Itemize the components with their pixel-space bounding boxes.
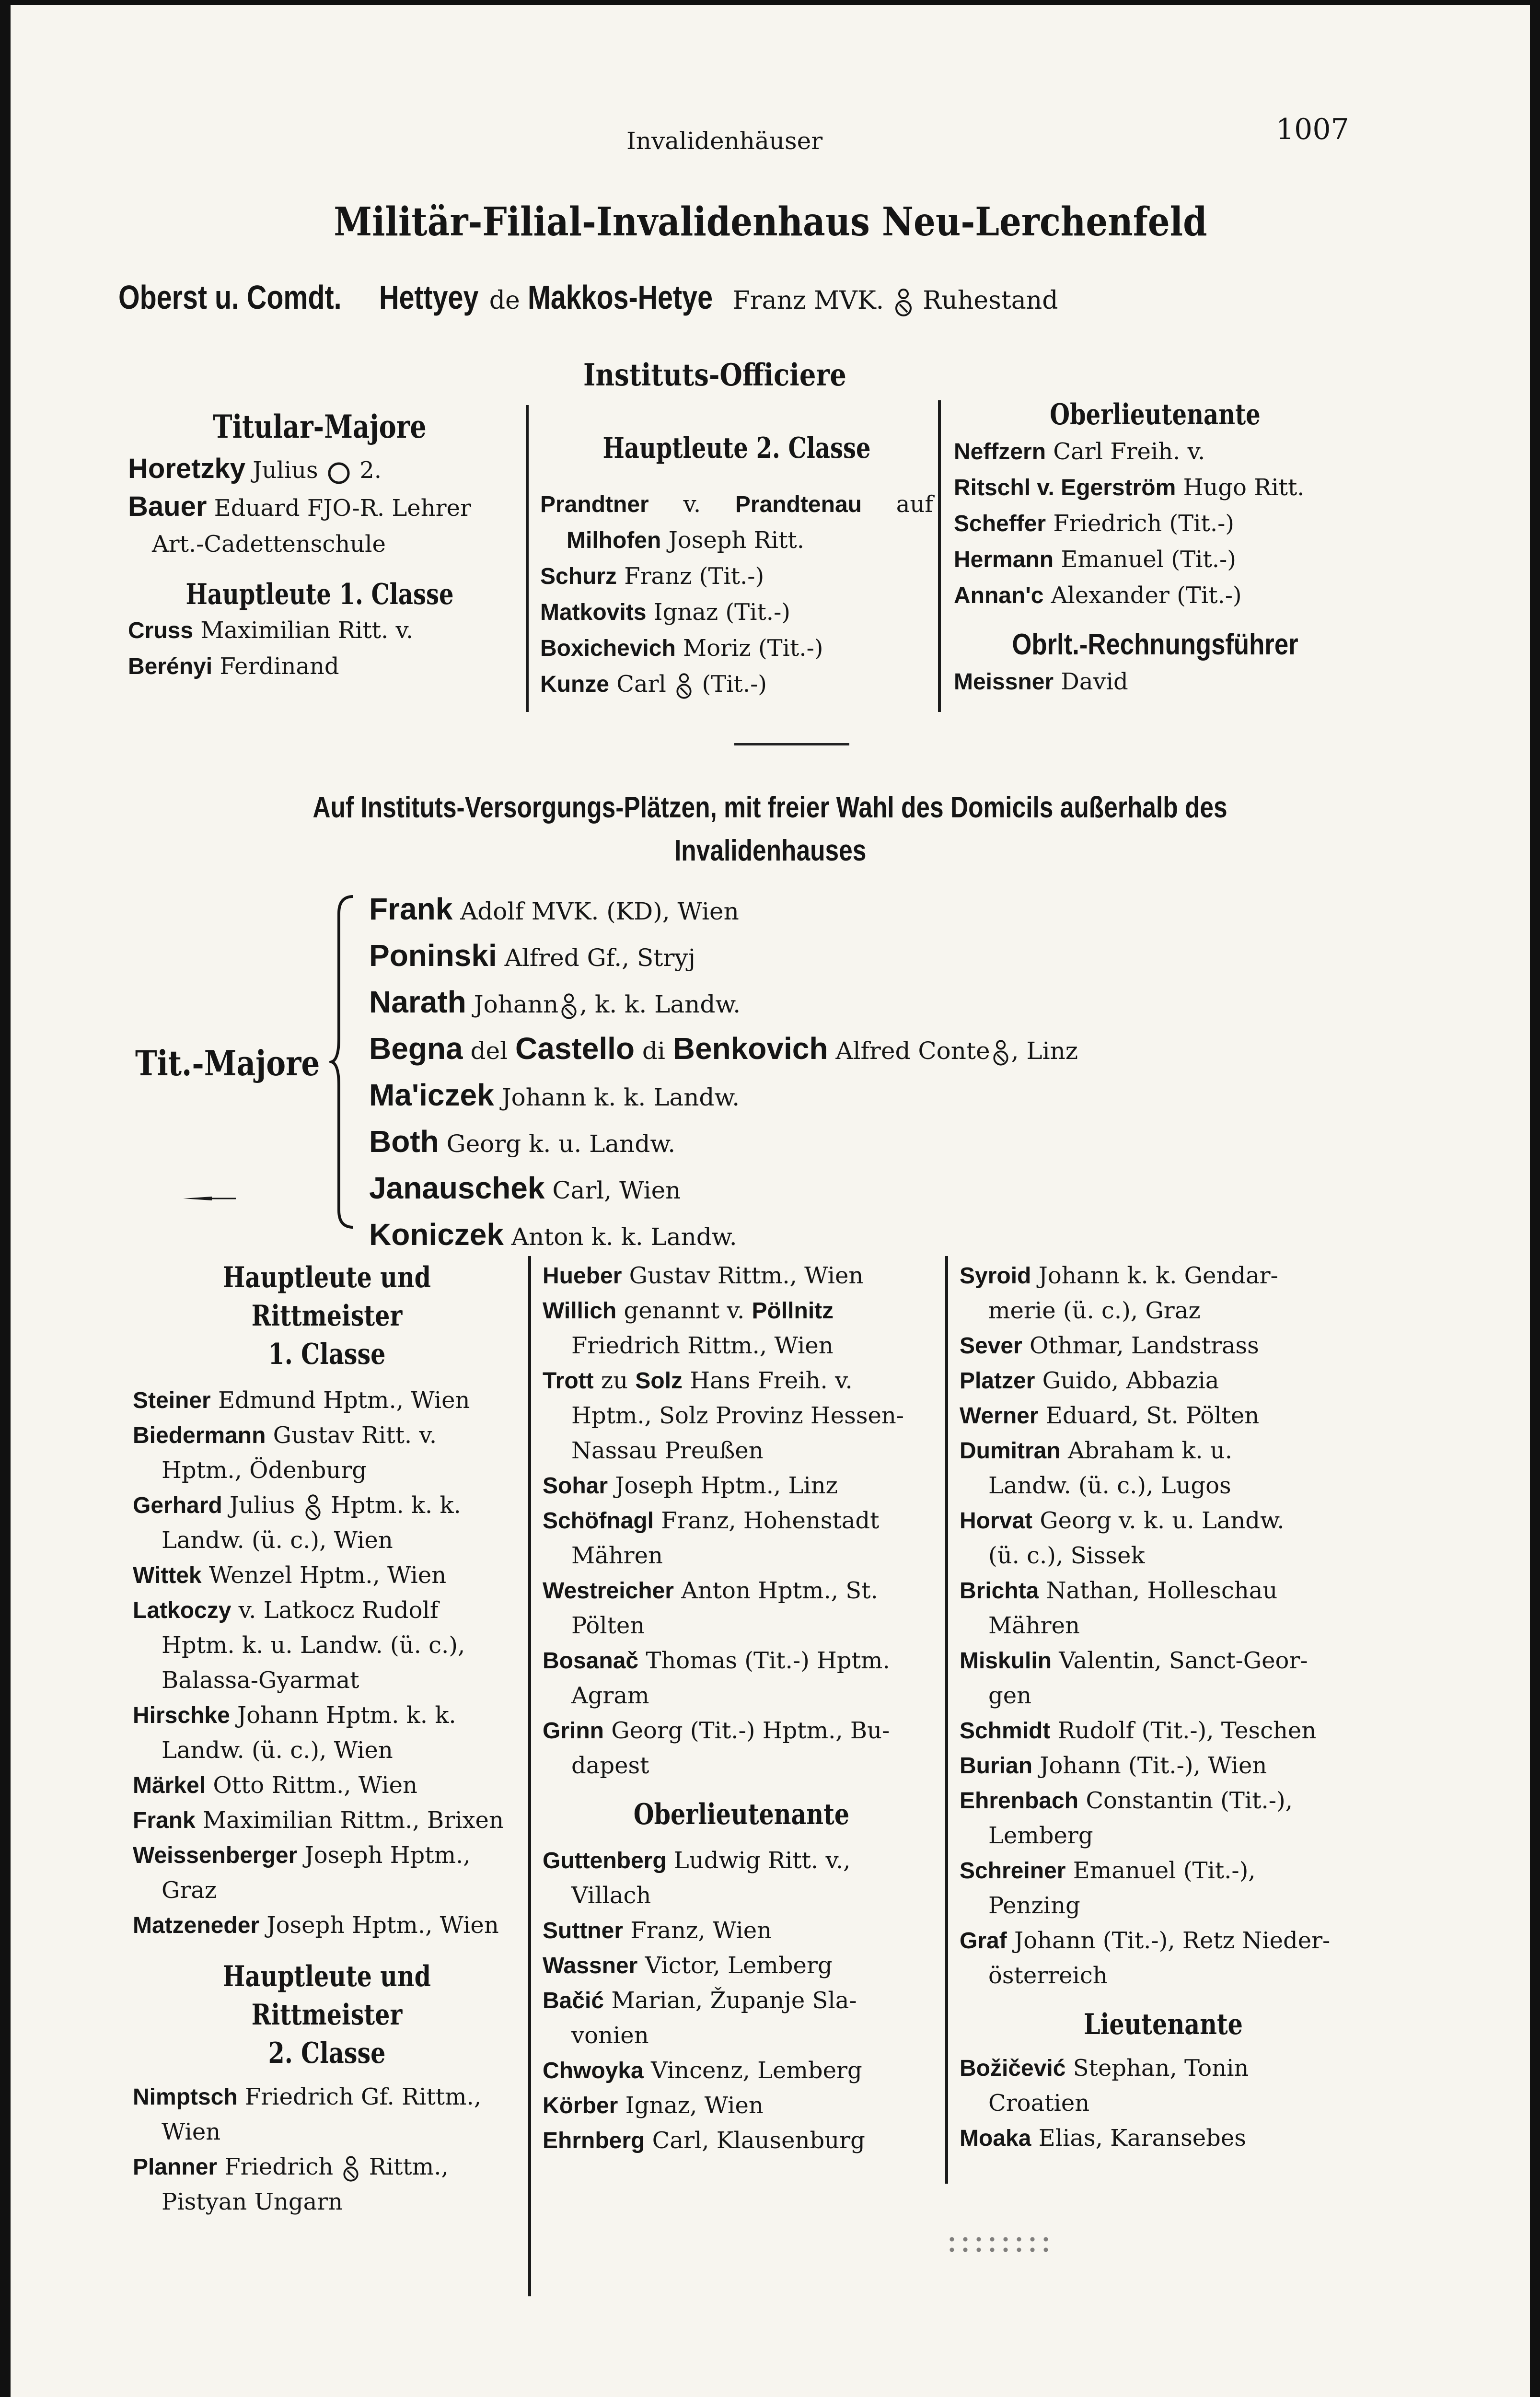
officer-entry [954,664,1356,700]
majore-entry [369,1212,1078,1259]
details: Johann (Tit.-), Wien [1040,1752,1267,1779]
decoration-icon [558,992,579,1021]
details: Rudolf (Tit.-), Teschen [1057,1717,1317,1744]
surname3: Benkovich [672,1031,828,1066]
list-item [960,1748,1367,1783]
surname: Burian [960,1753,1033,1779]
entry-continuation: Mähren [988,1612,1080,1639]
details: Hptm. k. k. [330,1492,461,1519]
details: Carl, Wien [552,1176,681,1204]
surname: Prandtner [540,492,649,517]
surname: Nimptsch [133,2084,238,2110]
officer-entry [540,523,933,559]
surname: Cruss [128,618,194,643]
entry-continuation: Landw. (ü. c.), Lugos [988,1472,1231,1499]
surname: Weissenberger [133,1843,298,1868]
details: Ludwig Ritt. v., [673,1847,851,1874]
given-name: Friedrich [224,2153,334,2180]
surname: Frank [369,892,453,926]
heading-class-1: 1. Classe [268,1338,386,1371]
heading-oberlieutenante-2: Oberlieutenante [633,1798,850,1831]
surname: Annan'c [954,583,1044,608]
surname: Milhofen [567,528,661,553]
surname: Ehrnberg [543,2128,645,2153]
surname: Werner [960,1403,1039,1429]
list-item [543,2053,940,2088]
surname: Meissner [954,669,1054,695]
surname: Chwoyka [543,2058,644,2083]
details: Ignaz, Wien [625,2092,764,2119]
list-item [133,1768,521,1803]
surname: Bosanač [543,1648,639,1674]
page-number: 1007 [1276,113,1349,146]
column-rule [526,405,529,712]
officer-entry [128,451,511,489]
commander-status: Ruhestand [923,286,1058,315]
list-item [543,1573,940,1608]
surname: Scheffer [954,511,1046,536]
surname: Platzer [960,1368,1035,1394]
entry-continuation: Wien [162,2118,221,2145]
details: , Linz [1011,1037,1078,1065]
entry-continuation: Mähren [571,1542,663,1569]
list-item [543,1643,940,1678]
details: Moriz (Tit.-) [683,635,823,662]
list-item [543,1293,940,1328]
lower-column-2 [543,1258,940,2158]
details: Edmund Hptm., Wien [218,1387,470,1414]
list-item [133,2080,521,2115]
details: Hugo Ritt. [1183,474,1305,501]
decoration-icon [673,672,695,700]
majore-entry [369,1119,1078,1166]
commander-surname: Hettyey [379,279,479,316]
surname: Hirschke [133,1703,230,1728]
heading-hauptleute-1: Hauptleute 1. Classe [185,578,454,611]
surname: Narath [369,985,466,1019]
surname: Frank [133,1808,196,1833]
details: Maximilian Ritt. v. [200,617,414,644]
entry-continuation: Pistyan Ungarn [162,2188,343,2215]
pension-heading-line1: Auf Instituts-Versorgungs-Plätzen, mit freier Wahl des Domicils außerhalb des [313,791,1228,824]
title-wrap [11,199,1530,245]
commander-line [118,278,1058,318]
majore-entry [369,980,1078,1026]
surname: Schöfnagl [543,1508,654,1534]
entry-continuation: Nassau Preußen [571,1437,764,1464]
surname: Begna [369,1031,463,1066]
officers-middle-column [540,429,933,702]
entry-continuation: Friedrich Rittm., Wien [571,1332,834,1359]
list-item [960,1713,1367,1748]
list-item [543,1843,940,1878]
entry-continuation: Art.-Cadettenschule [152,531,386,558]
surname: Gerhard [133,1493,222,1518]
details: Hans Freih. v. [690,1367,853,1394]
lower-column-3 [960,1258,1367,2156]
surname: Hueber [543,1263,622,1289]
particle: di [642,1037,665,1065]
surname: Berényi [128,654,213,679]
list-item [543,1503,940,1538]
details: Emanuel (Tit.-) [1061,546,1236,573]
surname: Syroid [960,1263,1031,1289]
surname: Boxichevich [540,636,676,661]
entry-continuation: Agram [571,1682,649,1709]
list-item [960,1433,1367,1468]
list-item [543,1948,940,1983]
scan-noise [945,2234,1055,2258]
officer-entry [954,506,1356,542]
surname: Grinn [543,1718,604,1744]
surname: Sever [960,1333,1022,1359]
surname: Schmidt [960,1718,1051,1744]
majore-entry [369,1166,1078,1212]
surname: Neffzern [954,439,1046,465]
officer-entry [540,666,933,702]
class-number: 2. [359,457,382,484]
decoration-icon [990,1038,1011,1067]
list-item [543,2088,940,2123]
entry-continuation: Graz [162,1877,217,1904]
details: Alexander (Tit.-) [1051,582,1242,609]
details: Gustav Ritt. v. [273,1422,437,1449]
commander-decor: MVK. [814,286,884,315]
details: genannt v. [624,1297,745,1324]
surname: Matzeneder [133,1913,260,1938]
details: Georg k. u. Landw. [446,1130,676,1158]
surname: Kunze [540,672,609,697]
entry-continuation: gen [988,1682,1032,1709]
details: Johann k. k. Gendar- [1038,1262,1278,1289]
column-rule [945,1256,948,2184]
details: Joseph Ritt. [668,527,804,554]
given-name: Carl [616,671,666,698]
decoration-icon [302,1493,324,1522]
majore-entry [369,933,1078,980]
heading-class-2: 2. Classe [268,2036,386,2070]
column-rule [528,1256,531,2296]
given-name: Alfred Conte [835,1037,990,1065]
pension-heading [11,786,1530,873]
list-item [960,1783,1367,1818]
running-title: Invalidenhäuser [626,127,823,155]
surname2: Castello [515,1031,635,1066]
entry-continuation: Pölten [571,1612,645,1639]
list-item [133,1803,521,1838]
surname: Brichta [960,1578,1039,1604]
list-item [133,1908,521,1943]
surname: Both [369,1124,439,1159]
list-item [543,1258,940,1293]
list-item [133,1383,521,1418]
details: Guido, Abbazia [1042,1367,1219,1394]
entry-continuation: Villach [571,1882,651,1909]
details: v. Latkocz Rudolf [238,1597,439,1624]
given-name: Julius [230,1492,295,1519]
particle: zu [601,1367,628,1394]
list-item [543,1468,940,1503]
commander-particle: de [489,286,520,315]
details: Eduard, St. Pölten [1045,1402,1260,1429]
commander-rank: Oberst u. Comdt. [118,279,342,316]
arrow-mark-icon [183,1194,241,1203]
details: Stephan, Tonin [1073,2055,1249,2082]
list-item [543,1363,940,1398]
surname: Ehrenbach [960,1788,1079,1814]
details: Franz, Wien [630,1917,772,1944]
decoration-icon [892,287,915,318]
surname: Hermann [954,547,1054,572]
details: Maximilian Rittm., Brixen [202,1807,504,1834]
majore-entry [369,887,1078,933]
entry-continuation: (ü. c.), Sissek [988,1542,1145,1569]
surname: Sohar [543,1473,608,1499]
majore-entry [369,1073,1078,1119]
heading-hauptleute-rittmeister-2: Hauptleute und Rittmeister [222,1960,431,2032]
particle: auf [896,491,933,518]
surname: Koniczek [369,1217,504,1252]
list-item [543,1983,940,2018]
officer-entry [128,649,511,685]
entry-continuation: Lemberg [988,1822,1093,1849]
details: Othmar, Landstrass [1030,1332,1259,1359]
surname: Bačić [543,1988,604,2013]
commander-surname2: Makkos-Hetye [528,279,713,316]
surname: Suttner [543,1918,623,1943]
list-item [960,1398,1367,1433]
details: Vincenz, Lemberg [651,2057,862,2084]
surname: Wassner [543,1953,638,1978]
tit-majore-label: Tit.-Majore [135,1043,320,1083]
details: Joseph Hptm., Wien [266,1912,499,1939]
entry-continuation: Hptm., Solz Provinz Hessen- [571,1402,904,1429]
surname: Horvat [960,1508,1033,1534]
list-item [543,2123,940,2158]
list-item [960,1503,1367,1538]
surname: Poninski [369,938,497,973]
heading-hauptleute-2: Hauptleute 2. Classe [602,431,871,465]
given-name: Julius [253,457,318,484]
officer-entry [540,594,933,630]
details: Rittm., [369,2153,449,2180]
officers-left-column [128,407,511,685]
details: Friedrich Gf. Rittm., [244,2083,482,2110]
surname: Horetzky [128,453,245,484]
page [11,5,1530,2397]
list-item [133,1838,521,1873]
list-item [133,1558,521,1593]
details: Nathan, Holleschau [1046,1577,1278,1604]
details: Wenzel Hptm., Wien [208,1562,447,1589]
heading-hauptleute-rittmeister-1: Hauptleute und Rittmeister [222,1261,431,1333]
officer-entry [128,489,511,526]
details: Joseph Hptm., [304,1842,471,1869]
heading-oberlieutenante: Oberlieutenante [1050,398,1261,431]
details: Anton Hptm., St. [681,1577,878,1604]
details: Thomas (Tit.-) Hptm. [646,1647,890,1674]
officer-entry [540,559,933,594]
circle-decoration-icon [325,460,352,485]
surname: Westreicher [543,1578,674,1604]
officer-entry [128,613,511,649]
details: , k. k. Landw. [579,990,741,1018]
heading-lieutenante: Lieutenante [1084,2008,1243,2041]
surname2: Solz [635,1368,683,1394]
pension-heading-line2: Invalidenhauses [674,834,867,867]
entry-continuation: vonien [571,2022,649,2049]
entry-continuation: dapest [571,1752,649,1779]
details: Victor, Lemberg [645,1952,833,1979]
list-item [960,2121,1367,2156]
majore-entry [369,1026,1078,1073]
details: David [1061,668,1128,695]
list-item [960,1363,1367,1398]
surname: Graf [960,1928,1007,1954]
surname2: Prandtenau [735,492,862,517]
details: Ignaz (Tit.-) [653,599,791,626]
list-item [133,1593,521,1628]
surname: Janauschek [369,1171,545,1205]
details: Ferdinand [220,653,339,680]
list-item [133,1488,521,1523]
surname: Willich [543,1298,617,1324]
surname2: Pöllnitz [752,1298,834,1324]
list-item [960,1643,1367,1678]
officer-entry [954,578,1356,614]
surname: Biedermann [133,1423,266,1448]
list-item [133,1418,521,1453]
surname: Matkovits [540,600,647,625]
surname: Ma'iczek [369,1078,494,1112]
list-item [133,1698,521,1733]
surname: Miskulin [960,1648,1052,1674]
details: Gustav Rittm., Wien [629,1262,864,1289]
surname: Dumitran [960,1438,1061,1464]
particle: v. [683,491,701,518]
details: Carl, Klausenburg [652,2127,865,2154]
list-item [960,1573,1367,1608]
surname: Planner [133,2154,218,2180]
details: Joseph Hptm., Linz [615,1472,838,1499]
details: Eduard FJO-R. Lehrer [214,495,471,522]
officer-entry [954,470,1356,506]
surname: Märkel [133,1773,206,1798]
details: Marian, Županje Sla- [611,1987,857,2014]
surname: Bauer [128,491,207,522]
surname: Steiner [133,1388,211,1413]
surname: Latkoczy [133,1598,232,1623]
entry-continuation: Penzing [988,1892,1080,1919]
details: Franz, Hohenstadt [661,1507,880,1534]
list-item [543,1713,940,1748]
list-item [133,2150,521,2185]
details: Johann Hptm. k. k. [237,1702,456,1729]
surname: Schurz [540,564,617,589]
surname: Guttenberg [543,1848,667,1873]
entry-continuation: Hptm. k. u. Landw. (ü. c.), [162,1632,465,1659]
details: Valentin, Sanct-Geor- [1059,1647,1308,1674]
lower-column-1 [133,1258,521,2220]
entry-continuation: österreich [988,1962,1108,1989]
details: Friedrich (Tit.-) [1053,510,1235,537]
details: Georg (Tit.-) Hptm., Bu- [611,1717,890,1744]
heading-rechnungsfuehrer: Obrlt.-Rechnungsführer [1012,628,1298,661]
surname: Körber [543,2093,618,2118]
list-item [960,2051,1367,2086]
details: Franz (Tit.-) [624,563,764,590]
details: Adolf MVK. (KD), Wien [460,897,739,925]
entry-continuation: Balassa-Gyarmat [162,1667,359,1694]
particle: del [470,1037,508,1065]
officers-heading: Instituts-Officiere [583,357,846,393]
decoration-icon [340,2154,361,2183]
details: Abraham k. u. [1067,1437,1232,1464]
list-item [960,1853,1367,1888]
details: Anton k. k. Landw. [511,1223,737,1251]
given-name: Johann [474,990,559,1018]
list-item [960,1923,1367,1958]
commander-given: Franz [732,286,806,315]
officer-entry [954,434,1356,470]
entry-continuation: Landw. (ü. c.), Wien [162,1527,393,1554]
details: Constantin (Tit.-), [1086,1787,1293,1814]
heading-titular-majore: Titular-Majore [213,408,427,445]
section-divider [734,743,849,745]
list-item [960,1258,1367,1293]
details: Georg v. k. u. Landw. [1040,1507,1285,1534]
details: Elias, Karansebes [1038,2125,1246,2152]
surname: Trott [543,1368,594,1394]
details: Johann (Tit.-), Retz Nieder- [1014,1927,1331,1954]
officer-entry [954,542,1356,578]
list-item [960,1328,1367,1363]
entry-continuation: Croatien [988,2090,1090,2117]
entry-continuation: Hptm., Ödenburg [162,1457,367,1484]
details: Otto Rittm., Wien [213,1772,417,1799]
entry-continuation: Landw. (ü. c.), Wien [162,1737,393,1764]
column-rule [938,400,941,712]
list-item [543,1913,940,1948]
brace-icon [329,894,358,1230]
details: Johann k. k. Landw. [501,1083,740,1111]
officers-right-column [954,396,1356,700]
entry-continuation: merie (ü. c.), Graz [988,1297,1201,1324]
surname: Moaka [960,2126,1031,2151]
details: Carl Freih. v. [1053,438,1205,465]
surname: Ritschl v. Egerström [954,475,1176,500]
details: Alfred Gf., Stryj [504,944,695,972]
page-title: Militär-Filial-Invalidenhaus Neu-Lerchenfeld [333,199,1207,245]
officer-entry [540,630,933,666]
surname: Božičević [960,2056,1066,2081]
details: (Tit.-) [702,671,767,698]
officer-entry [540,487,933,523]
tit-majore-list [369,887,1078,1259]
surname: Schreiner [960,1858,1066,1884]
surname: Wittek [133,1563,202,1588]
details: Emanuel (Tit.-), [1073,1857,1256,1884]
